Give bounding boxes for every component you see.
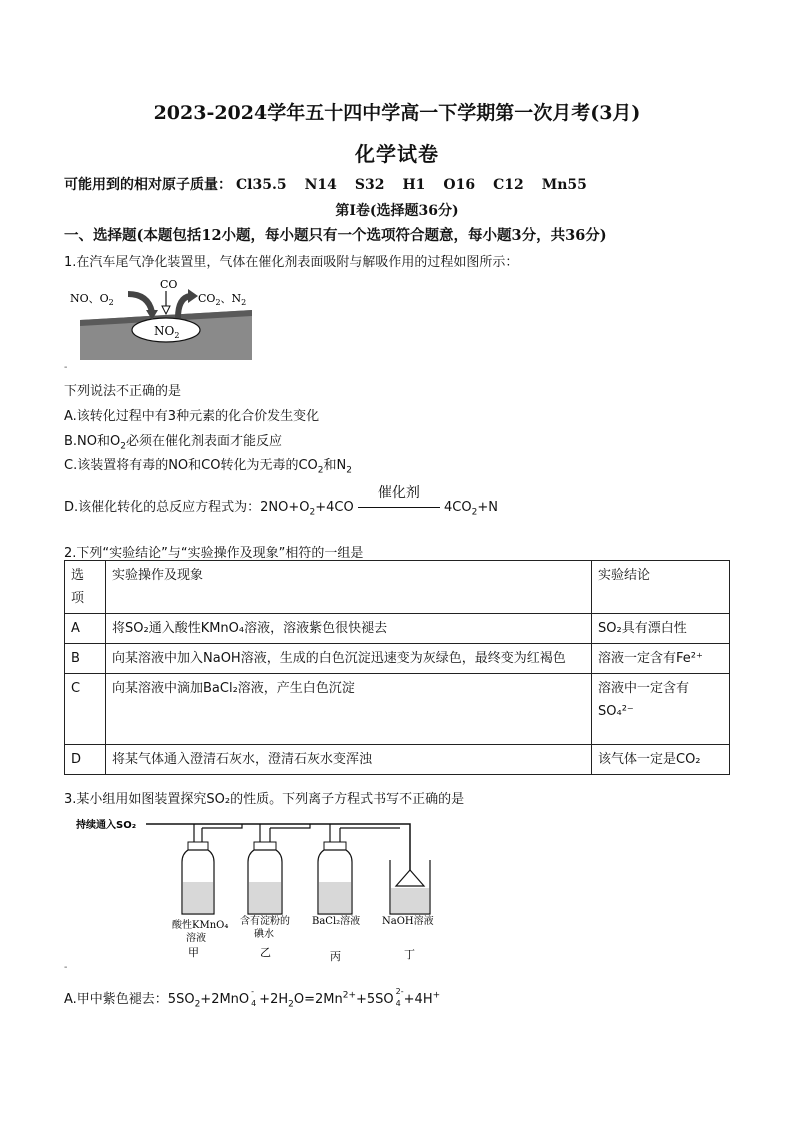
- bottle-bing-label: BaCl₂溶液: [312, 916, 361, 927]
- q1-option-d: D.该催化转化的总反应方程式为：$2NO+O_2+4CO$ 催化剂 $4CO_2+N$: [64, 485, 498, 518]
- q2-stem: 2.下列“实验结论”与“实验操作及现象”相符的一组是: [64, 546, 364, 561]
- q1-catalyst-figure: [66, 274, 262, 364]
- header-operation: 实验操作及现象: [106, 561, 592, 614]
- atom-mass: N14: [304, 177, 337, 193]
- q3-option-a: A.甲中紫色褪去：$5SO_2+2MnO$ - 4 $+2H_2O=2Mn^{2+}+5SO$ 2- 4 +4H+: [64, 986, 441, 1010]
- row-option: A: [65, 614, 106, 644]
- table-row: [65, 644, 730, 674]
- co-arrow-head: [162, 306, 170, 314]
- section-heading: 一、选择题(本题包括12小题，每小题只有一个选项符合题意，每小题3分，共36分): [64, 227, 607, 244]
- atom-mass: C12: [493, 177, 524, 193]
- row-conclusion: 溶液中一定含有SO₄²⁻: [592, 674, 730, 745]
- row-conclusion: 该气体一定是CO₂: [592, 745, 730, 775]
- beaker-ding-label: NaOH溶液: [382, 916, 434, 927]
- bottle-jia-label: 酸性KMnO₄: [172, 920, 229, 931]
- q1-option-c: C.该装置将有毒的NO和CO转化为无毒的$CO_2$和$N_2$: [64, 458, 352, 476]
- bottle-yi-name: 乙: [260, 946, 271, 959]
- beaker-ding-name: 丁: [404, 948, 415, 961]
- header-conclusion: 实验结论: [592, 561, 730, 614]
- catalyst-condition: 催化剂: [358, 500, 440, 515]
- no2-label: $NO_2$: [154, 324, 180, 340]
- bottle-yi-label: 含有淀粉的: [240, 916, 290, 927]
- q1-option-a: A.该转化过程中有3种元素的化合价发生变化: [64, 409, 320, 424]
- q2-experiment-table: [64, 560, 730, 775]
- desorption-arrow-head: [188, 289, 198, 303]
- bottle-jia: [182, 824, 242, 914]
- exam-title: 2023-2024学年五十四中学高一下学期第一次月考(3月): [153, 102, 641, 124]
- q1-prompt: 下列说法不正确的是: [64, 384, 182, 399]
- bottle-jia-label2: 溶液: [186, 933, 206, 944]
- row-operation: 将SO₂通入酸性KMnO₄溶液，溶液紫色很快褪去: [106, 614, 592, 644]
- row-operation: 向某溶液中滴加BaCl₂溶液，产生白色沉淀: [106, 674, 592, 745]
- q3-dash: -: [64, 962, 68, 973]
- atomic-masses-label: 可能用到的相对原子质量：: [64, 177, 232, 193]
- atom-mass: O16: [443, 177, 476, 193]
- q1-option-b: B.NO和$O_2$必须在催化剂表面才能反应: [64, 434, 282, 452]
- q3-apparatus-figure: [64, 810, 464, 970]
- bottle-bing-name: 丙: [330, 950, 341, 963]
- q1-stem: 1.在汽车尾气净化装置里，气体在催化剂表面吸附与解吸作用的过程如图所示：: [64, 255, 519, 270]
- row-operation: 将某气体通入澄清石灰水，澄清石灰水变浑浊: [106, 745, 592, 775]
- atom-mass: S32: [354, 177, 385, 193]
- table-header-row: [65, 561, 730, 614]
- bottle-yi: [248, 824, 310, 914]
- q1-dash: -: [64, 362, 68, 373]
- table-row: [65, 745, 730, 775]
- row-option: B: [65, 644, 106, 674]
- inlet-label: 持续通入SO₂: [76, 820, 137, 831]
- atom-mass: H1: [402, 177, 426, 193]
- row-conclusion: SO₂具有漂白性: [592, 614, 730, 644]
- inlet-gas-label: NO、$O_2$: [70, 292, 114, 307]
- atomic-masses: [64, 174, 605, 194]
- atom-mass: Cl35.5: [236, 177, 287, 193]
- header-option: 选项: [65, 561, 106, 614]
- atom-mass: Mn55: [541, 177, 587, 193]
- row-conclusion: 溶液一定含有Fe²⁺: [592, 644, 730, 674]
- row-option: C: [65, 674, 106, 745]
- table-row: [65, 614, 730, 644]
- bottle-bing: [318, 824, 400, 914]
- adsorption-arrow: [128, 294, 152, 312]
- bottle-jia-name: 甲: [188, 946, 199, 959]
- subject-title: 化学试卷: [355, 142, 439, 166]
- row-operation: 向某溶液中加入NaOH溶液，生成的白色沉淀迅速变为灰绿色，最终变为红褐色: [106, 644, 592, 674]
- q3-stem: 3.某小组用如图装置探究SO₂的性质。下列离子方程式书写不正确的是: [64, 792, 465, 807]
- bottle-yi-label2: 碘水: [254, 929, 274, 940]
- table-row: [65, 674, 730, 745]
- row-option: D: [65, 745, 106, 775]
- part-heading: 第Ⅰ卷(选择题36分): [335, 203, 459, 219]
- outlet-gas-label: $CO_2$、$N_2$: [198, 292, 247, 307]
- co-label: CO: [160, 278, 178, 291]
